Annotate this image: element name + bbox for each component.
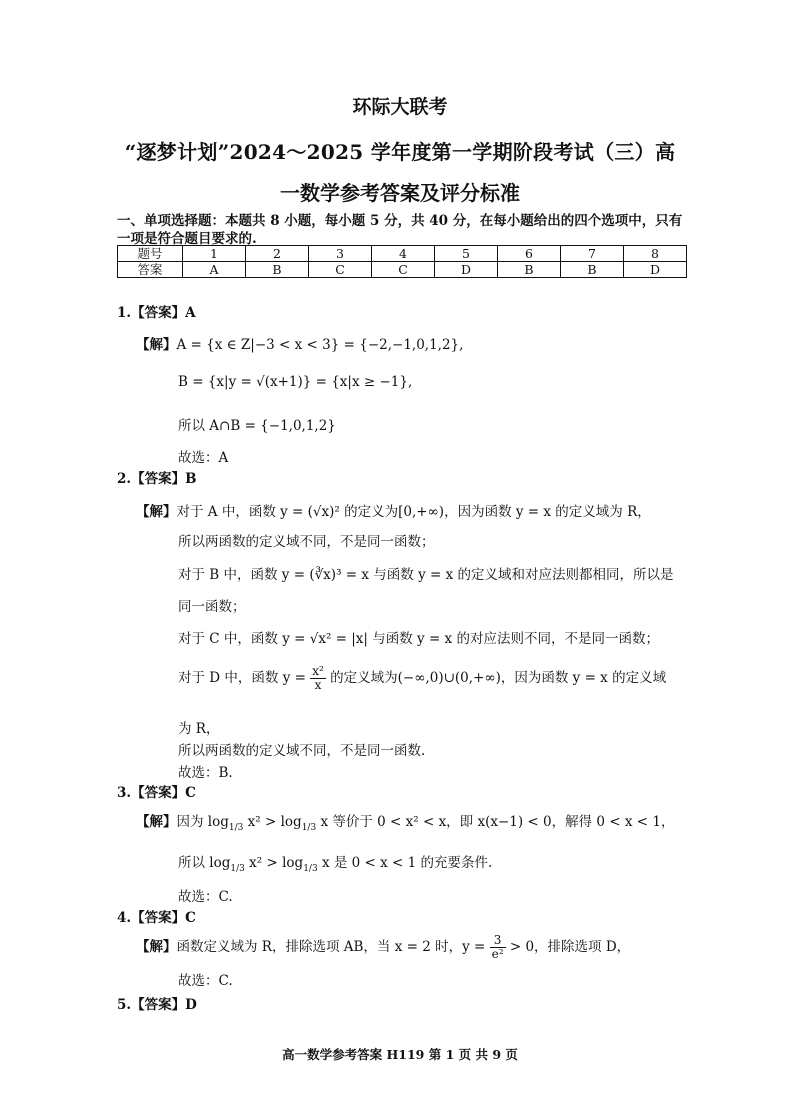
fraction-denominator: e²	[491, 947, 504, 961]
fraction	[310, 665, 326, 692]
q3-line1-part: x 等价于 0 < x² < x，即 x(x−1) < 0，解得 0 < x < 1，	[320, 814, 675, 830]
q3-answer-heading: 3.【答案】C	[117, 785, 196, 801]
q3-line2-part: x² > log	[249, 855, 304, 871]
table-row-label: 答案	[118, 262, 183, 278]
fraction	[490, 934, 506, 961]
log-base: 1/3	[228, 823, 244, 833]
q4-line2: 故选：C.	[178, 973, 233, 989]
table-row	[118, 262, 687, 278]
q3-solution-line	[136, 810, 675, 833]
q2-solution-line	[136, 500, 651, 520]
table-cell: 7	[561, 246, 624, 262]
table-cell: B	[561, 262, 624, 278]
solution-tag: 【解】	[136, 504, 177, 520]
fraction-denominator: x	[314, 678, 322, 692]
table-cell: D	[624, 262, 687, 278]
answer-table	[117, 245, 687, 278]
q4-solution-line	[136, 934, 630, 961]
q1-answer-heading: 1.【答案】A	[117, 305, 196, 321]
q4-line1-start: 函数定义域为 R，排除选项 AB，当 x = 2 时，y =	[176, 939, 486, 955]
q1-solution-line	[136, 333, 463, 353]
q2-line6-start: 对于 D 中，函数 y =	[178, 670, 306, 686]
table-cell: 4	[372, 246, 435, 262]
q2-line4: 同一函数；	[178, 599, 246, 615]
table-cell: C	[372, 262, 435, 278]
q1-line2: B = {x|y = √(x+1)} = {x|x ≥ −1},	[178, 374, 413, 390]
table-cell: 5	[435, 246, 498, 262]
q2-line8: 所以两函数的定义域不同，不是同一函数.	[178, 743, 426, 759]
table-cell: A	[183, 262, 246, 278]
exam-subtitle: 一数学参考答案及评分标准	[280, 181, 520, 205]
log-base: 1/3	[303, 864, 318, 874]
table-cell: 3	[309, 246, 372, 262]
section1-intro: 一、单项选择题：本题共 8 小题，每小题 5 分，共 40 分，在每小题给出的四个选项中，只有一项是符合题目要求的.	[117, 213, 683, 247]
fraction-numerator: x²	[312, 664, 324, 678]
table-cell: 6	[498, 246, 561, 262]
q3-line2	[178, 851, 492, 874]
table-cell: 8	[624, 246, 687, 262]
q2-line9: 故选：B.	[178, 765, 233, 781]
q3-line3: 故选：C.	[178, 889, 233, 905]
table-cell: D	[435, 262, 498, 278]
table-row-label: 题号	[118, 246, 183, 262]
table-cell: 1	[183, 246, 246, 262]
table-cell: B	[498, 262, 561, 278]
q4-answer-heading: 4.【答案】C	[117, 910, 196, 926]
fraction-numerator: 3	[490, 934, 506, 948]
q1-line3: 所以 A∩B = {−1,0,1,2}	[178, 418, 336, 434]
solution-tag: 【解】	[136, 814, 177, 830]
log-base: 1/3	[230, 864, 245, 874]
q2-line6-end: 的定义域为(−∞,0)∪(0,+∞)，因为函数 y = x 的定义域	[330, 670, 667, 686]
q2-line2: 所以两函数的定义域不同，不是同一函数；	[178, 534, 435, 550]
q2-line6	[178, 665, 666, 692]
q2-answer-heading: 2.【答案】B	[117, 471, 197, 487]
solution-tag: 【解】	[136, 337, 177, 353]
table-cell: B	[246, 262, 309, 278]
q5-answer-heading: 5.【答案】D	[117, 997, 197, 1013]
solution-tag: 【解】	[136, 939, 177, 955]
q3-line1-part: 因为 log	[176, 814, 229, 830]
table-cell: 2	[246, 246, 309, 262]
q2-line5: 对于 C 中，函数 y = √x² = |x| 与函数 y = x 的对应法则不同，不是同一函数；	[178, 631, 659, 647]
exam-org-title: 环际大联考	[352, 96, 448, 118]
table-cell: C	[309, 262, 372, 278]
q2-line7: 为 R，	[178, 721, 220, 737]
log-base: 1/3	[301, 823, 317, 833]
q2-line3: 对于 B 中，函数 y = (∛x)³ = x 与函数 y = x 的定义域和对应法则都相同，所以是	[178, 567, 674, 583]
q2-line1: 对于 A 中，函数 y = (√x)² 的定义为[0,+∞)，因为函数 y = x 的定义域为 R，	[176, 504, 651, 520]
exam-title: “逐梦计划”2024～2025 学年度第一学期阶段考试（三）高	[124, 140, 676, 164]
q3-line1-part: x² > log	[247, 814, 302, 830]
q1-line1: A = {x ∈ Z|−3 < x < 3} = {−2,−1,0,1,2},	[176, 337, 464, 353]
q3-line2-part: 所以 log	[178, 855, 231, 871]
page-footer: 高一数学参考答案 H119 第 1 页 共 9 页	[282, 1047, 518, 1062]
table-row	[118, 246, 687, 262]
q1-line4: 故选：A	[178, 450, 229, 466]
q4-line1-end: > 0，排除选项 D，	[509, 939, 631, 955]
q3-line2-part: x 是 0 < x < 1 的充要条件.	[321, 855, 493, 871]
